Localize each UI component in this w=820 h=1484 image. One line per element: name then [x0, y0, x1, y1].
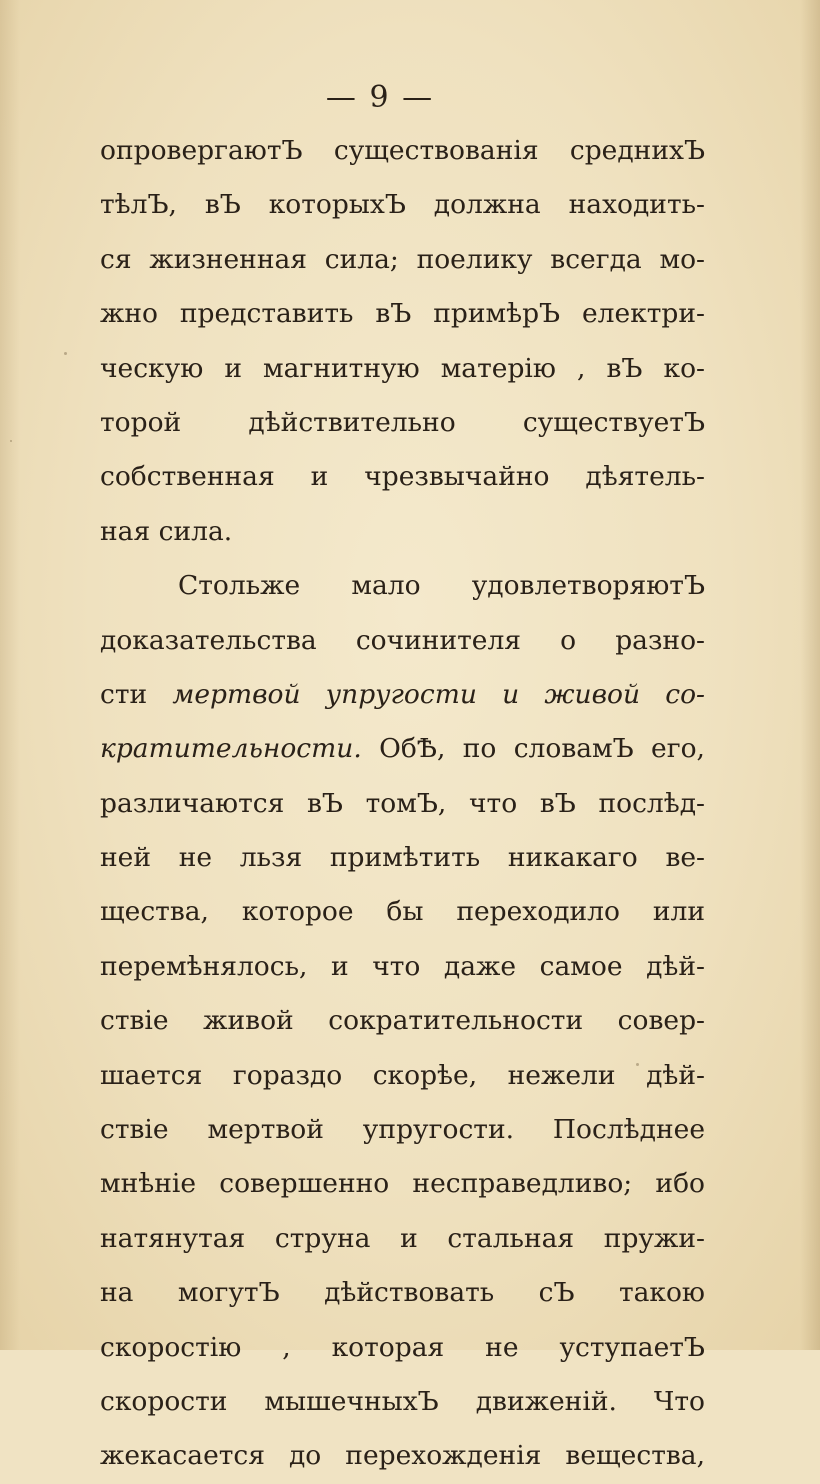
text-line: скорости мышечныхЪ движеній. Что — [100, 1385, 705, 1417]
text-fragment: сти — [100, 678, 148, 710]
text-line: ствіе живой сократительности совер- — [100, 1005, 705, 1037]
italic-term: мертвой упругости и живой со- — [172, 678, 705, 710]
text-line: собственная и чрезвычайно дѣятель- — [100, 461, 705, 493]
italic-term: кратительности. — [100, 733, 362, 765]
text-line: жекасается до перехожденія вещества, — [100, 1440, 705, 1472]
text-line: перемѣнялось, и что даже самое дѣй- — [100, 950, 705, 982]
text-line: натянутая струна и стальная пружи- — [100, 1222, 705, 1254]
text-line: ная сила. — [100, 515, 233, 547]
text-line: торой дѣйствительно существуетЪ — [100, 406, 705, 438]
body-text — [100, 124, 705, 1484]
text-line: на могутЪ дѣйствовать сЪ такою — [100, 1277, 705, 1309]
text-line: мнѣніе совершенно несправедливо; ибо — [100, 1168, 705, 1200]
text-line: доказательства сочинителя о разно- — [100, 624, 705, 656]
text-line: различаются вЪ томЪ, что вЪ послѣд- — [100, 787, 705, 819]
page-right-edge — [800, 0, 820, 1350]
paper-speck — [10, 440, 12, 442]
text-line: скоростію , которая не уступаетЪ — [100, 1331, 705, 1363]
text-line: ствіе мертвой упругости. Послѣднее — [100, 1114, 705, 1146]
page-number: — 9 — — [325, 80, 435, 115]
text-line: тѣлЪ, вЪ которыхЪ должна находить- — [100, 189, 705, 221]
text-line: ся жизненная сила; поелику всегда мо- — [100, 243, 705, 275]
paragraph-first-line: Стольже мало удовлетворяютЪ — [178, 570, 705, 602]
text-line: опровергаютЪ существованія среднихЪ — [100, 135, 705, 166]
text-line: ней не льзя примѣтить никакаго ве- — [100, 842, 705, 874]
text-line: шается гораздо скорѣе, нежели дѣй- — [100, 1059, 705, 1091]
text-fragment: ОбѢ, по словамЪ его, — [379, 733, 705, 765]
page-left-edge — [0, 0, 20, 1350]
text-line — [100, 668, 705, 722]
text-line: жно представить вЪ примѣрЪ електри- — [100, 298, 705, 330]
text-line — [100, 722, 705, 776]
paper-speck — [64, 352, 67, 355]
text-line: щества, которое бы переходило или — [100, 896, 705, 928]
text-line: ческую и магнитную матерію , вЪ ко- — [100, 352, 705, 384]
